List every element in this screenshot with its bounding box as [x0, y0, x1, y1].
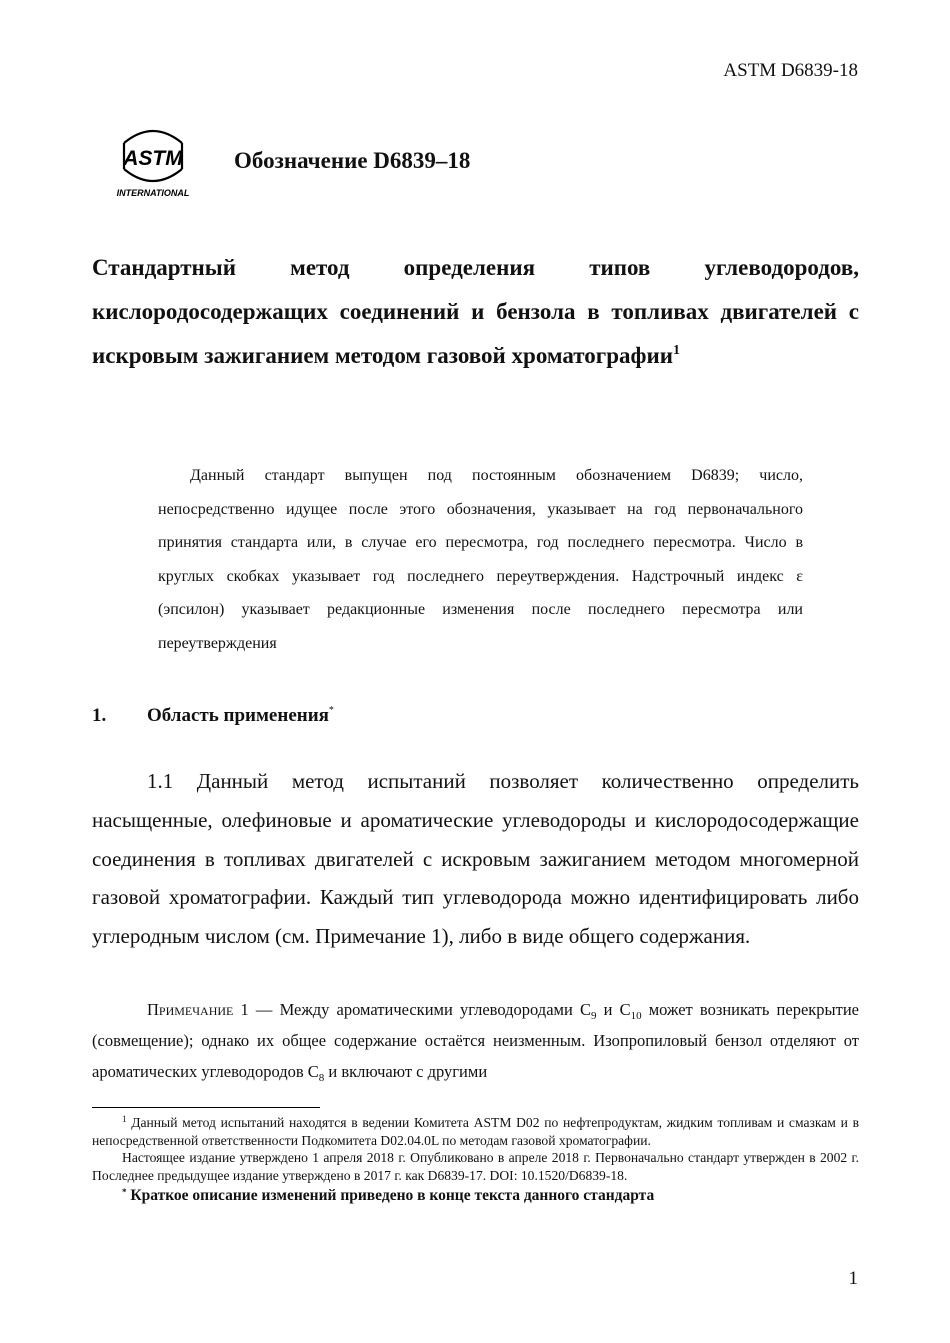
standard-notice: Данный стандарт выпущен под постоянным обозначением D6839; число, непосредственно идущее после этого обозначения, указывает на год первоначального принятия стандарта или, в случае его пересмотра, год последнего пересмотра. Число в круглых скобках указывает год последнего переутверждения. Надстрочный индекс ε (эпсилон) указывает редакционные изменения после последнего пересмотра или переутверждения: [158, 467, 803, 652]
section-number: 1.: [92, 705, 107, 726]
subscript: 9: [590, 1010, 597, 1022]
section-heading-text: Область применения: [147, 705, 329, 726]
astm-international-logo: [110, 125, 196, 199]
title-text: Стандартный метод определения типов углеводородов, кислородосодержащих соединений и бензола в топливах двигателей с искровым зажиганием методом газовой хроматографии: [92, 255, 859, 368]
paragraph-1-1: 1.1 Данный метод испытаний позволяет количественно определить насыщенные, олефиновые и ароматические углеводороды и кислородосодержащие соединения в топливах двигателей с искровым зажиганием методом многомерной газовой хроматографии. Каждый тип углеводорода можно идентифицировать либо углеродным числом (см. Примечание 1), либо в виде общего содержания.: [92, 769, 859, 949]
note-label: Примечание 1: [147, 1000, 249, 1019]
footnote-mark: 1: [122, 1114, 127, 1124]
note-text: и C: [596, 1000, 631, 1019]
title-footnote-mark: 1: [672, 343, 680, 358]
subscript: 10: [630, 1010, 642, 1022]
footnote-text: Краткое описание изменений приведено в конце текста данного стандарта: [126, 1187, 655, 1205]
footnote-1: [92, 1114, 859, 1149]
footnote-divider: [92, 1107, 320, 1108]
logo-text: ASTM: [123, 147, 183, 170]
note-text: может возникать перекрытие (совмещение); однако их общее содержание остаётся неизменным. Изопропиловый бензол отделяют от ароматических углеводородов C: [92, 1000, 859, 1081]
footnote-mark: *: [122, 1187, 127, 1198]
header-standard-code: ASTM D6839-18: [723, 60, 858, 81]
footnotes: [92, 1114, 859, 1208]
section-heading: [147, 705, 334, 727]
note-text: и включают с другими: [324, 1062, 488, 1081]
note-1: [92, 994, 859, 1087]
subscript: 8: [318, 1072, 325, 1084]
note-text: — Между ароматическими углеводородами C: [248, 1000, 591, 1019]
footnote-star: [92, 1184, 859, 1208]
page-number: 1: [848, 1268, 858, 1289]
document-designation: Обозначение D6839–18: [234, 148, 471, 173]
footnote-text: Данный метод испытаний находятся в ведении Комитета ASTM D02 по нефтепродуктам, жидким топливам и смазкам и в непосредственной ответственности Подкомитета D02.04.0L по методам газовой хроматографии.: [92, 1115, 859, 1148]
section-heading-mark: *: [328, 705, 334, 716]
footnote-edition: Настоящее издание утверждено 1 апреля 2018 г. Опубликовано в апреле 2018 г. Первоначально стандарт утвержден в 2002 г. Последнее предыдущее издание утверждено в 2017 г. как D6839-17. DOI: 10.1520/D6839-18.: [92, 1150, 859, 1183]
document-title: [92, 246, 859, 378]
logo-subtext: INTERNATIONAL: [116, 188, 190, 198]
